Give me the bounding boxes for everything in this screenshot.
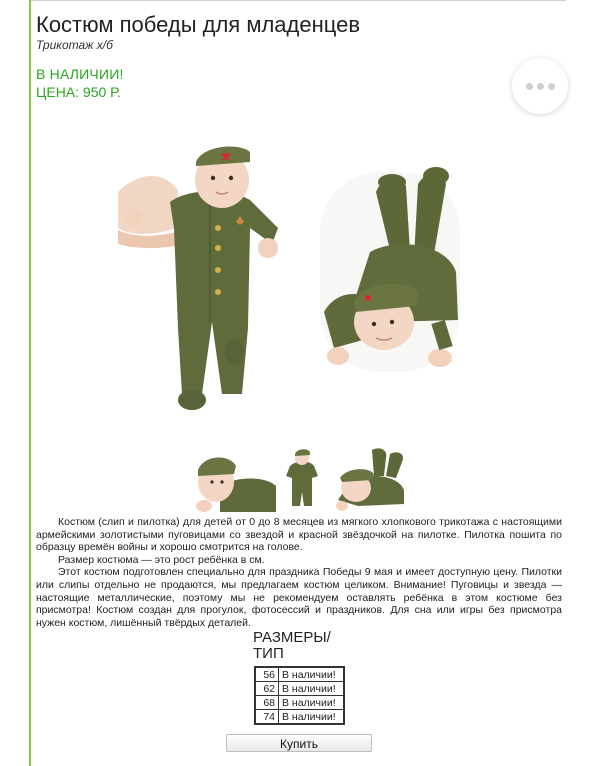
- product-photo-lying[interactable]: [314, 162, 466, 376]
- description-paragraph: Размер костюма — это рост ребёнка в см.: [58, 553, 265, 566]
- product-material: Трикотаж х/б: [36, 38, 113, 52]
- size-value: 68: [255, 696, 279, 710]
- size-value: 62: [255, 682, 279, 696]
- size-status: В наличии!: [279, 710, 345, 725]
- product-price: ЦЕНА: 950 Р.: [36, 84, 121, 100]
- thumbnail-strip: [190, 446, 410, 512]
- product-description: [36, 516, 562, 629]
- product-title: Костюм победы для младенцев: [36, 12, 361, 37]
- buy-button[interactable]: Купить: [226, 734, 372, 752]
- thumbnail-2[interactable]: [282, 446, 322, 512]
- more-dots-icon: [526, 83, 533, 90]
- size-status: В наличии!: [279, 696, 345, 710]
- left-accent-border: [29, 0, 31, 766]
- description-paragraph: Этот костюм подготовлен специально для праздника Победы 9 мая и имеет доступную цену. Пилотки или слипы отдельно не продаются, мы предлагаем костюм целиком. Внимание! Пуговицы и звезда — настоящие металлические, поэтому мы не рекомендуем оставлять ребёнка в этом костюме без присмотра! Костюм создан для прогулок, фотосессий и праздников. Для сна или игры без присмотра нужен костюм, лишённый твёрдых деталей.: [36, 566, 562, 629]
- thumbnail-3[interactable]: [328, 446, 410, 512]
- size-status: В наличии!: [279, 667, 345, 682]
- thumbnail-1[interactable]: [190, 446, 276, 512]
- product-photo-standing[interactable]: [118, 132, 298, 414]
- table-row: [255, 667, 344, 682]
- sizes-table: [254, 666, 345, 725]
- size-status: В наличии!: [279, 682, 345, 696]
- size-value: 56: [255, 667, 279, 682]
- sizes-heading: РАЗМЕРЫ/ ТИП: [253, 629, 331, 662]
- table-row: [255, 682, 344, 696]
- top-divider: [30, 0, 566, 1]
- size-value: 74: [255, 710, 279, 725]
- table-row: [255, 710, 344, 725]
- description-paragraph: Костюм (слип и пилотка) для детей от 0 до 8 месяцев из мягкого хлопкового трикотажа с настоящими армейскими золотистыми пуговицами со звездой и красной звёздочкой на пилотке. Пилотка пошита по образцу времён войны и хорошо смотрится на голове.: [36, 516, 562, 554]
- availability-status: В НАЛИЧИИ!: [36, 66, 124, 82]
- more-options-button[interactable]: [512, 58, 568, 114]
- table-row: [255, 696, 344, 710]
